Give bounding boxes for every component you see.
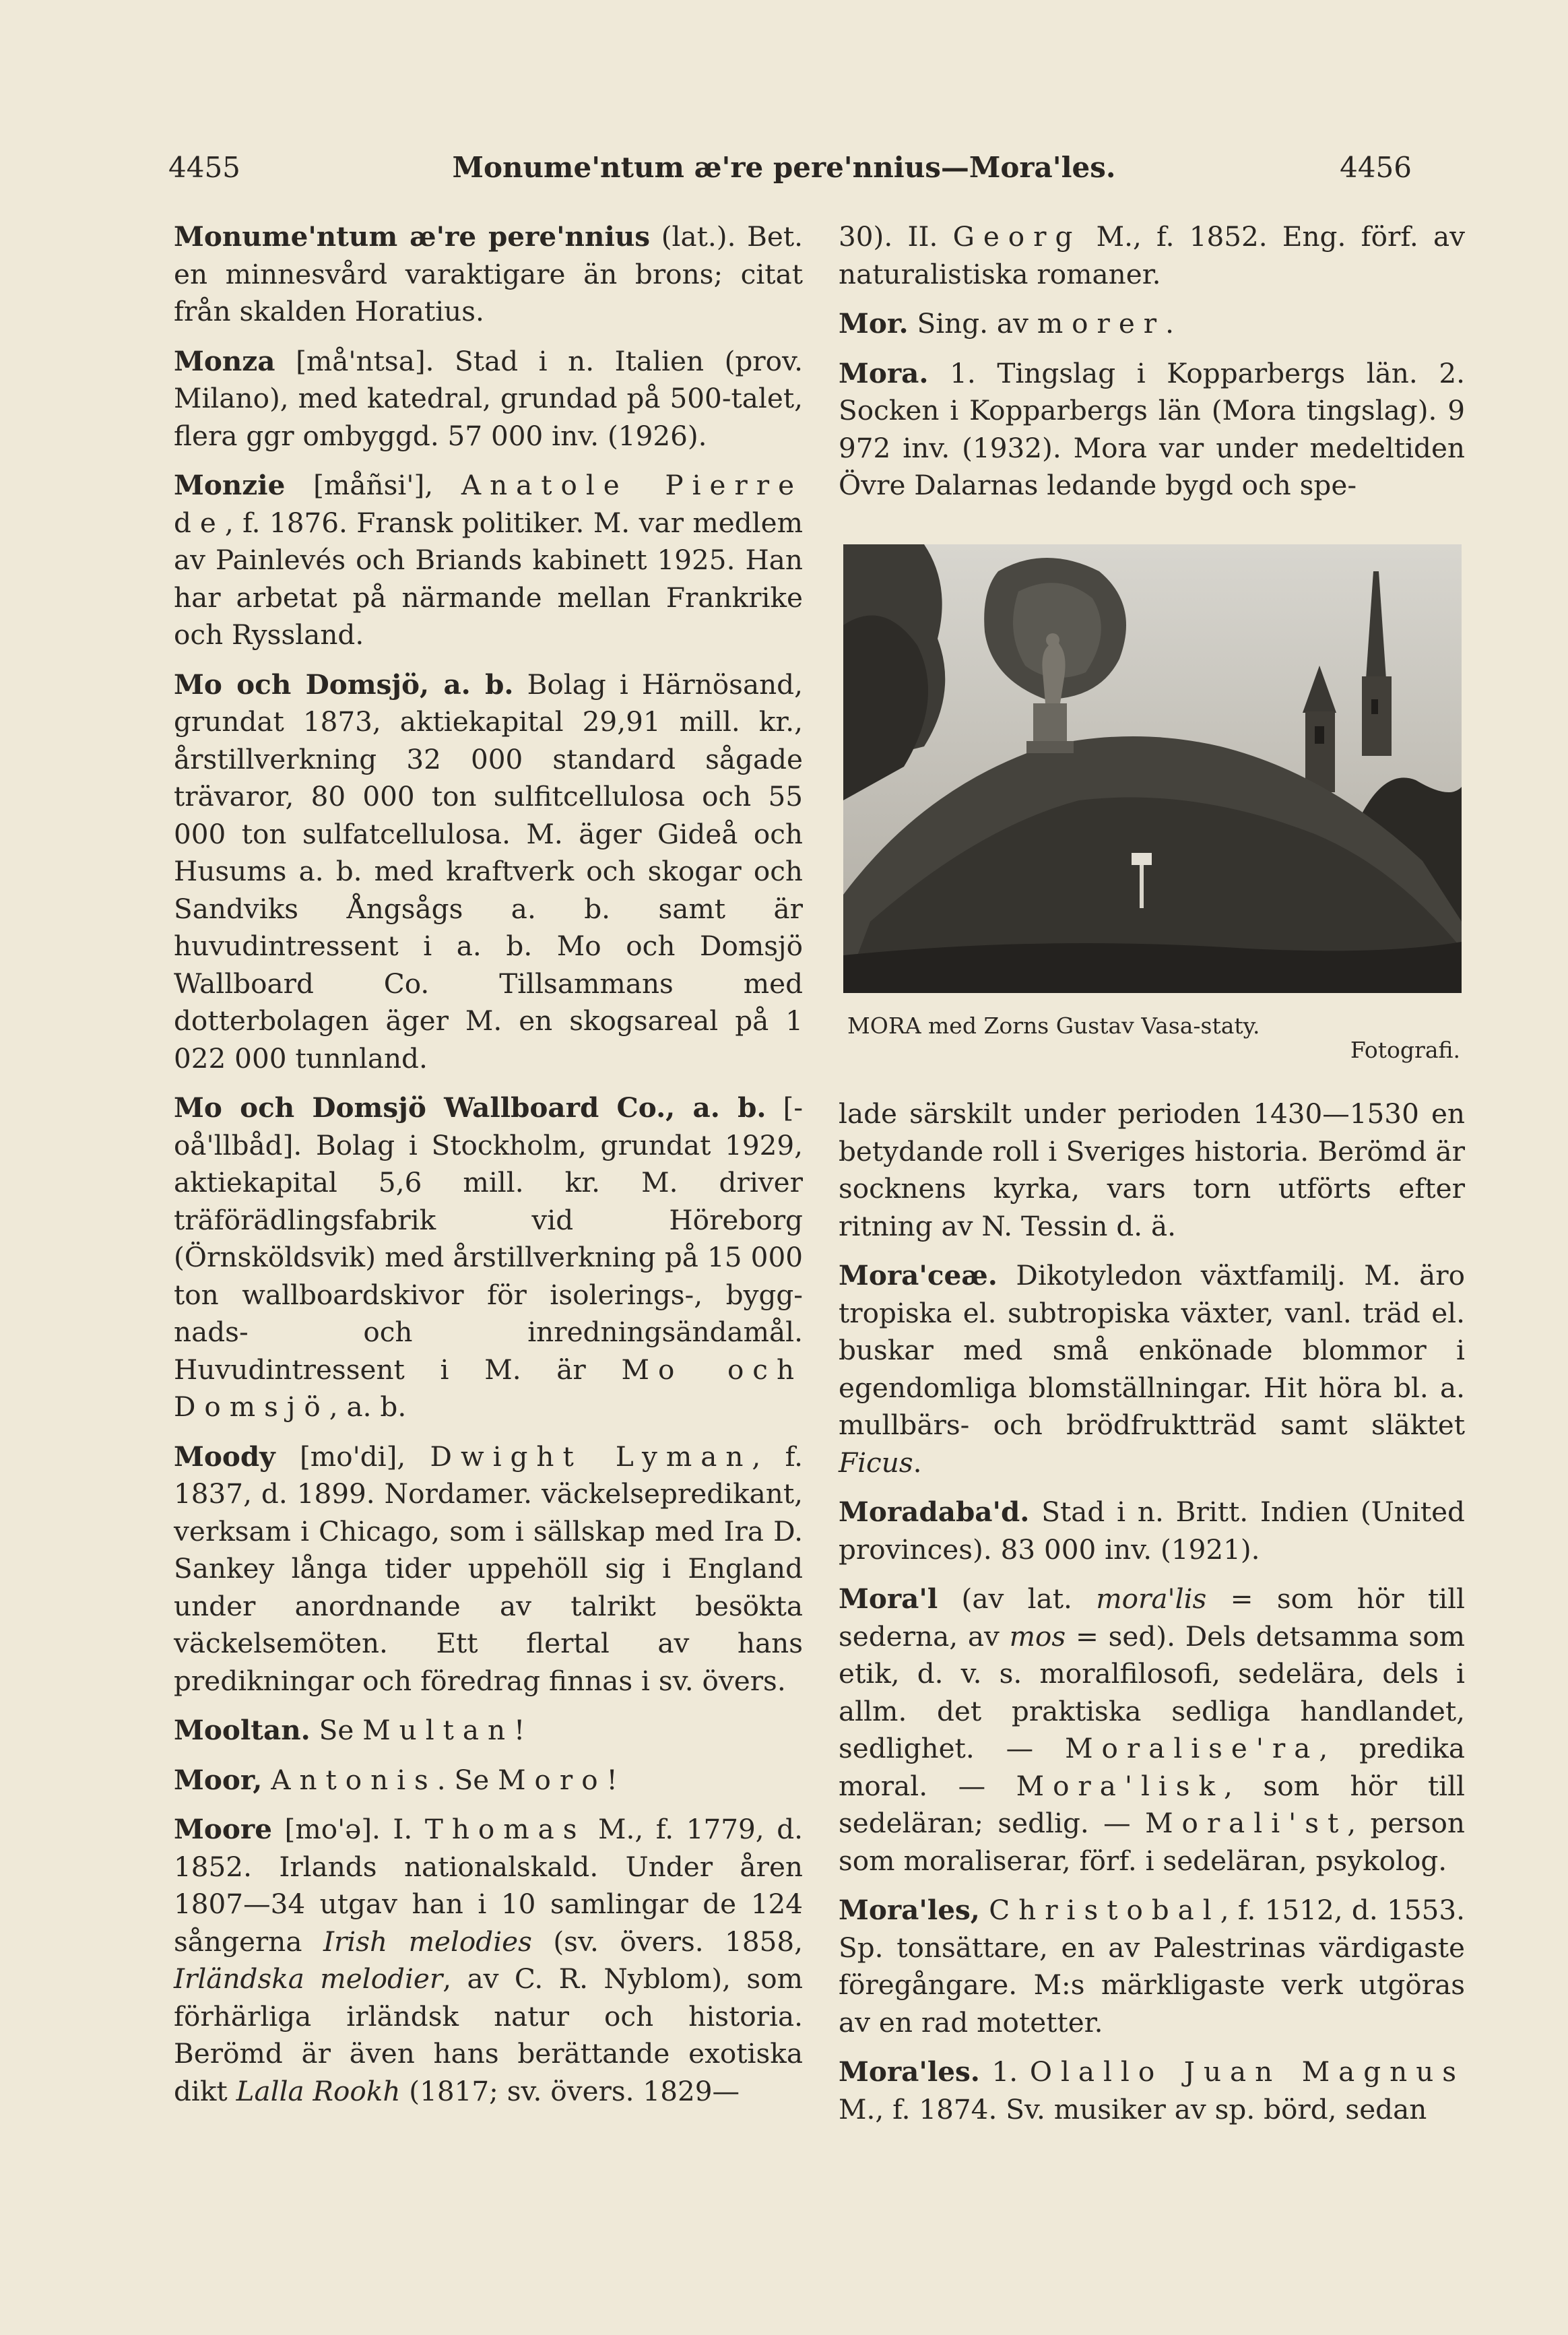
entry-text: (lat.). Bet. en minnesvård varaktigare än brons; citat från skalden Horatius. bbox=[174, 220, 803, 327]
entry-moody bbox=[174, 1438, 803, 1700]
entry-text: Sing. av bbox=[908, 307, 1037, 340]
headword: Mo och Domsjö Wallboard Co., a. b. bbox=[174, 1091, 766, 1124]
spaced-name: Mo och Domsjö bbox=[174, 1353, 803, 1423]
entry-morales-christobal bbox=[839, 1892, 1465, 2041]
spaced-name: Georg bbox=[952, 220, 1082, 253]
work-title: Lalla Rookh bbox=[236, 2074, 401, 2107]
headword: Mor. bbox=[839, 307, 909, 340]
entry-monza bbox=[174, 343, 803, 455]
headword: Moody bbox=[174, 1440, 275, 1473]
cross-reference: Moro bbox=[498, 1763, 607, 1796]
headword: Monzie bbox=[174, 469, 286, 501]
entry-text: , f. 1876. Fransk politiker. M. var medlem av Painlevés och Briands kabinett 1925. Han har arbetat på närmande mellan Frankrike och Ryssland. bbox=[174, 506, 803, 651]
entry-text: , a. b. bbox=[329, 1390, 407, 1423]
work-title: Irish melodies bbox=[323, 1925, 532, 1958]
entry-mo-och-domsjo-wallboard bbox=[174, 1089, 803, 1426]
headword: Mora'les. bbox=[839, 2055, 980, 2088]
entry-text: [-oå'llbåd]. Bolag i Stockholm, grundat 1929, aktiekapital 5,6 mill. kr. M. driver träförädlingsfabrik vid Höreborg (Örnsköldsvik) med årstillverkning på 15 000 ton wallboardskivor för isolerings-, bygg-nads- och inredningsändamål. Huvudintressent i M. är bbox=[174, 1091, 804, 1386]
entry-moore bbox=[174, 1811, 803, 2110]
entry-monumentum bbox=[174, 218, 803, 331]
entry-morales-olallo bbox=[839, 2053, 1465, 2128]
work-title: Irländska melodier bbox=[174, 1962, 443, 1995]
spaced-name: Dwight Lyman bbox=[430, 1440, 752, 1473]
headword: Monume'ntum æ're pere'nnius bbox=[174, 220, 651, 253]
entry-moral bbox=[839, 1580, 1465, 1880]
cross-reference: Multan bbox=[362, 1714, 514, 1746]
entry-mooltan bbox=[174, 1712, 803, 1750]
entry-text: , f. 1512, d. 1553. Sp. tonsättare, en av Palestrinas värdigaste föregångare. M:s märkligaste verk utgöras av en rad motetter. bbox=[839, 1894, 1465, 2039]
page-number-left: 4455 bbox=[168, 151, 240, 184]
entry-text: . bbox=[1165, 307, 1174, 340]
running-title: Monume'ntum æ're pere'nnius—Mora'les. bbox=[452, 151, 1116, 184]
entry-text: 1. bbox=[979, 2055, 1030, 2088]
spaced-name: Christobal bbox=[989, 1894, 1220, 1926]
headword: Moradaba'd. bbox=[839, 1496, 1030, 1528]
entry-text: , predika moral. — bbox=[839, 1732, 1465, 1802]
entry-moore-continued bbox=[839, 218, 1465, 293]
spaced-name: Olallo Juan Magnus bbox=[1029, 2055, 1465, 2088]
entry-text: Dikotyledon växtfamilj. M. äro tropiska el. subtropiska växter, vanl. träd el. buskar med små enkönade blommor i egendomliga blomställningar. Hit höra bl. a. mullbärs- och brödfruktträd samt släktet bbox=[839, 1259, 1465, 1441]
entry-text bbox=[980, 1894, 989, 1926]
spaced-name: Anatole Pierre de bbox=[174, 469, 803, 539]
entry-text: [må'ntsa]. Stad i n. Italien (prov. Milano), med katedral, grundad på 500-talet, flera ggr ombyggd. 57 000 inv. (1926). bbox=[174, 344, 803, 452]
entry-text: 30). II. bbox=[839, 220, 953, 253]
latin-word: mora'lis bbox=[1096, 1582, 1207, 1615]
figure-caption bbox=[847, 1014, 1460, 1062]
headword: Mora'l bbox=[839, 1582, 938, 1615]
entry-text: Bolag i Härnösand, grundat 1873, aktiekapital 29,91 mill. kr., årstillverkning 32 000 standard sågade trävaror, 80 000 ton sulfitcellulosa och 55 000 ton sulfatcellulosa. M. äger Gideå och Husums a. b. med kraftverk och skogar och Sandviks Ångsågs a. b. samt är huvudintressent i a. b. Mo och Domsjö Wallboard Co. Tillsammans med dotterbolagen äger M. en skogsareal på 1 022 000 tunnland. bbox=[174, 668, 803, 1075]
photo-credit: Fotografi. bbox=[1350, 1037, 1460, 1063]
headword: Mora. bbox=[839, 356, 929, 389]
entry-text: (sv. övers. 1858, bbox=[531, 1925, 803, 1958]
spaced-name: Thomas bbox=[424, 1813, 586, 1845]
entry-text: , som hör till sedeläran; sedlig. — bbox=[839, 1769, 1465, 1839]
entry-mora-continued bbox=[839, 1095, 1465, 1245]
entry-text: (1817; sv. övers. 1829— bbox=[400, 2074, 740, 2107]
entry-text: [mo'di], bbox=[275, 1440, 430, 1473]
genus-name: Ficus bbox=[839, 1446, 913, 1479]
entry-text: [måñsi'], bbox=[285, 469, 461, 501]
entry-text: ! bbox=[514, 1714, 525, 1746]
entry-mo-och-domsjo bbox=[174, 666, 803, 1078]
entry-moraceae bbox=[839, 1257, 1465, 1481]
photograph-illustration bbox=[843, 544, 1462, 993]
entry-text: lade särskilt under perioden 1430—1530 en betydande roll i Sveriges historia. Berömd är socknens kyrka, vars torn utförts efter ritning av N. Tessin d. ä. bbox=[839, 1097, 1465, 1242]
cross-reference: morer bbox=[1037, 307, 1166, 340]
entry-monzie bbox=[174, 467, 803, 654]
entry-text: ! bbox=[606, 1763, 618, 1796]
right-column-bottom bbox=[839, 1095, 1465, 2140]
entry-text: , person som moraliserar, förf. i sedeläran, psykolog. bbox=[839, 1807, 1465, 1877]
entry-text: M., f. 1779, d. 1852. Irlands nationalskald. Under åren 1807—34 utgav han i 10 samlingar de 124 sångerna bbox=[174, 1813, 804, 1958]
left-column bbox=[174, 218, 803, 2122]
entry-text: 1. Tingslag i Kopparbergs län. 2. Socken i Kopparbergs län (Mora tingslag). 9 972 inv. (1932). Mora var under medeltiden Övre Dalarnas ledande bygd och spe- bbox=[839, 356, 1465, 501]
right-column-top bbox=[839, 218, 1465, 517]
latin-word: mos bbox=[1009, 1620, 1066, 1653]
headword: Mooltan. bbox=[174, 1714, 311, 1746]
entry-text: M., f. 1852. Eng. förf. av naturalistiska romaner. bbox=[839, 220, 1465, 290]
spaced-name: Antonis bbox=[271, 1763, 437, 1796]
entry-moradabad bbox=[839, 1494, 1465, 1568]
headword: Monza bbox=[174, 344, 275, 377]
entry-mor bbox=[839, 305, 1465, 343]
derived-term: Mora'lisk bbox=[1016, 1769, 1224, 1802]
entry-text: . Se bbox=[436, 1763, 498, 1796]
derived-term: Morali'st bbox=[1145, 1807, 1348, 1839]
entry-text: [mo'ə]. I. bbox=[271, 1813, 425, 1845]
entry-text bbox=[262, 1764, 271, 1796]
entry-text: (av lat. bbox=[938, 1582, 1097, 1615]
page-number-right: 4456 bbox=[1340, 151, 1412, 184]
headword: Mora'les, bbox=[839, 1894, 980, 1926]
headword: Moor, bbox=[174, 1763, 263, 1796]
mora-photograph bbox=[843, 544, 1462, 993]
caption-text: MORA med Zorns Gustav Vasa-staty. bbox=[847, 1013, 1260, 1039]
entry-text: Stad i n. Britt. Indien (United provinces). 83 000 inv. (1921). bbox=[839, 1496, 1465, 1566]
entry-text: , av C. R. Nyblom), som förhärliga irländsk natur och historia. Berömd är även hans berättande exotiska dikt bbox=[174, 1962, 803, 2107]
entry-mora bbox=[839, 355, 1465, 505]
entry-text: . bbox=[913, 1446, 922, 1479]
entry-moor bbox=[174, 1762, 803, 1799]
headword: Mora'ceæ. bbox=[839, 1259, 998, 1291]
entry-text: Se bbox=[310, 1714, 363, 1746]
entry-text: = sed). Dels detsamma som etik, d. v. s. moralfilosofi, sedelära, dels i allm. det praktiska sedliga handlandet, sedlighet. — bbox=[839, 1620, 1465, 1764]
entry-text: M., f. 1874. Sv. musiker av sp. börd, sedan bbox=[839, 2092, 1427, 2125]
derived-term: Moralise'ra bbox=[1065, 1732, 1319, 1764]
headword: Mo och Domsjö, a. b. bbox=[174, 668, 514, 701]
headword: Moore bbox=[174, 1813, 272, 1845]
entry-text: , f. 1837, d. 1899. Nordamer. väckelsepredikant, verksam i Chicago, som i sällskap med Ira D. Sankey långa tider uppehöll sig i England under anordnande av talrikt besökta väckelsemöten. Ett flertal av hans predikningar och föredrag finnas i sv. övers. bbox=[174, 1440, 803, 1697]
entry-text: = som hör till sederna, av bbox=[839, 1582, 1465, 1653]
